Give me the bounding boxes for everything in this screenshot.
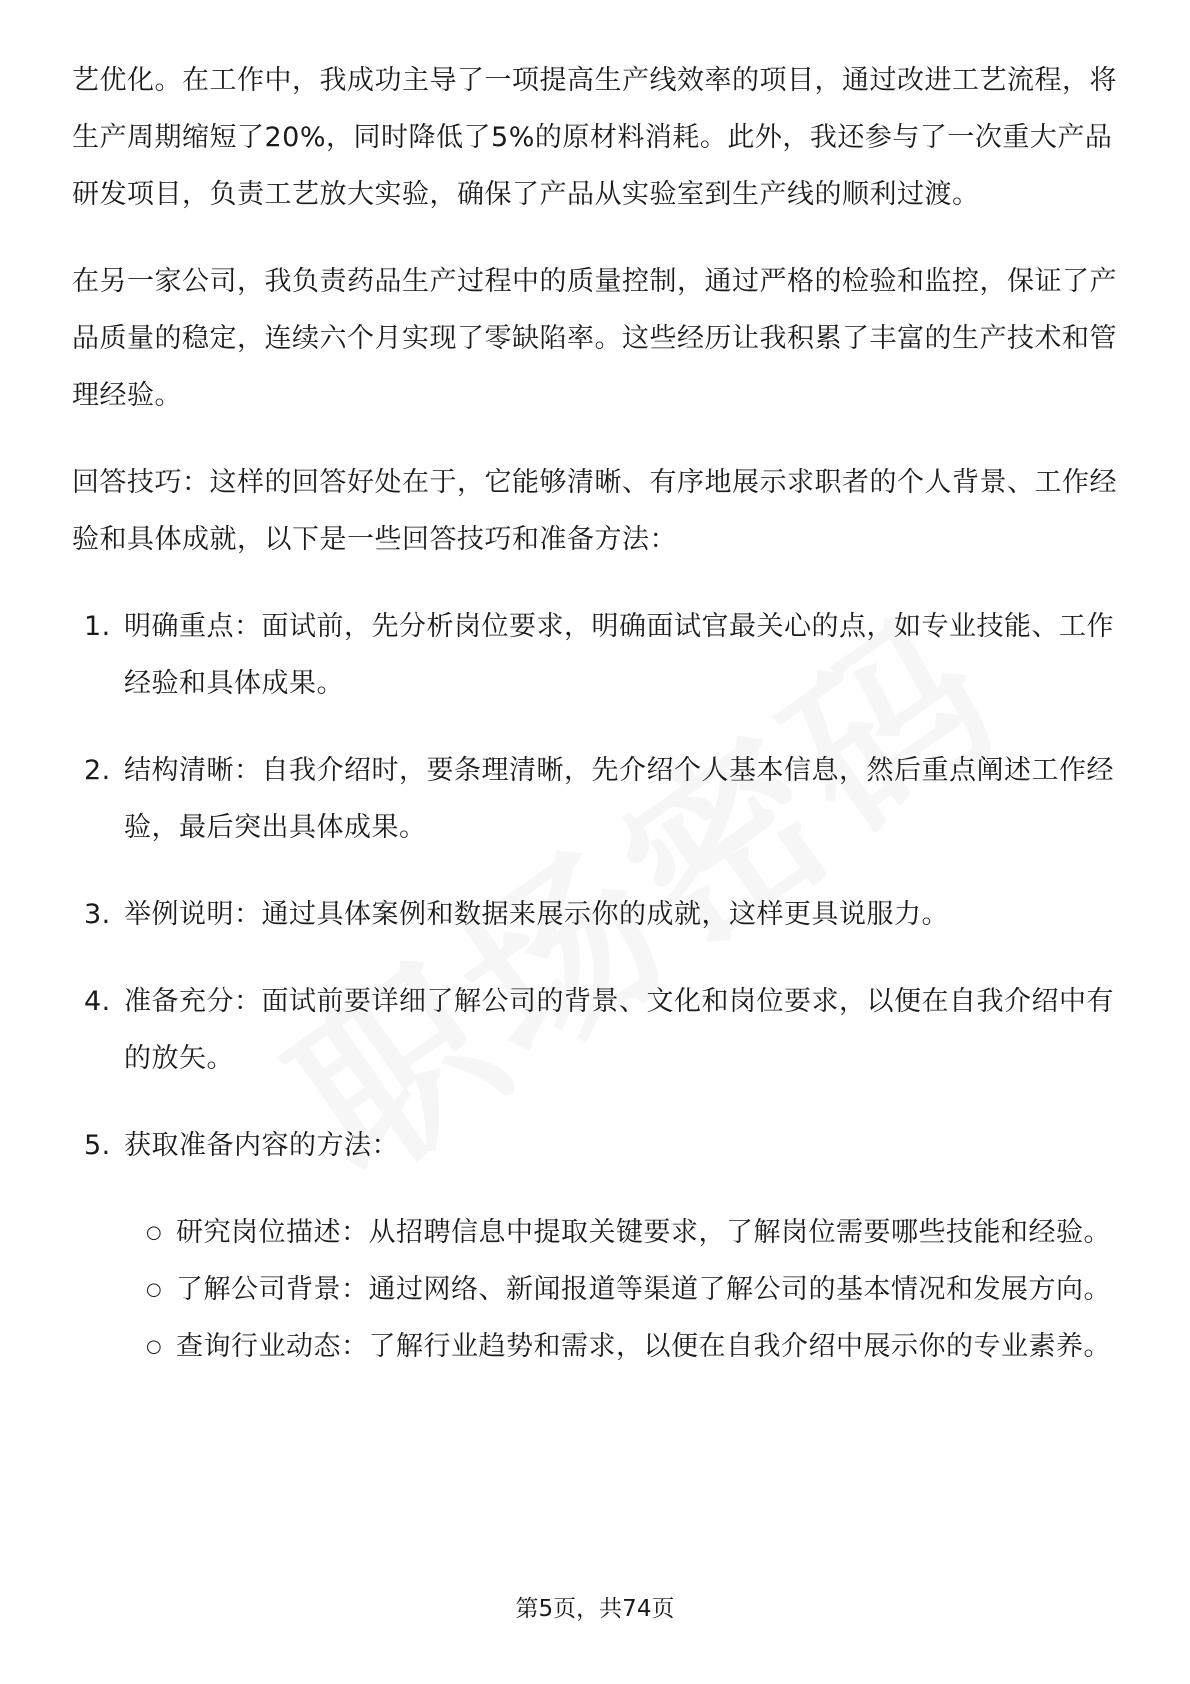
list-number: 1.	[84, 611, 111, 642]
document-body	[72, 52, 1120, 1405]
list-number: 4.	[84, 986, 111, 1017]
sub-list-item-text: 研究岗位描述：从招聘信息中提取关键要求，了解岗位需要哪些技能和经验。	[176, 1217, 1111, 1248]
paragraph-quality-control: 在另一家公司，我负责药品生产过程中的质量控制，通过严格的检验和监控，保证了产品质量的稳定，连续六个月实现了零缺陷率。这些经历让我积累了丰富的生产技术和管理经验。	[72, 266, 1117, 411]
list-number: 3.	[84, 899, 111, 930]
list-item	[72, 886, 1120, 943]
circle-bullet-icon: ○	[146, 1336, 163, 1357]
sub-list-item-text: 查询行业动态：了解行业趋势和需求，以便在自我介绍中展示你的专业素养。	[176, 1331, 1111, 1362]
sub-list-item-text: 了解公司背景：通过网络、新闻报道等渠道了解公司的基本情况和发展方向。	[176, 1274, 1111, 1305]
list-item-text: 结构清晰：自我介绍时，要条理清晰，先介绍个人基本信息，然后重点阐述工作经验，最后突出具体成果。	[124, 755, 1114, 843]
sub-list-item	[124, 1261, 1120, 1318]
methods-list	[124, 1204, 1120, 1375]
sub-list-item	[124, 1204, 1120, 1261]
list-item	[72, 598, 1120, 712]
list-item	[72, 1117, 1120, 1375]
list-item-text: 获取准备内容的方法：	[124, 1130, 399, 1161]
list-item-text: 举例说明：通过具体案例和数据来展示你的成就，这样更具说服力。	[124, 899, 949, 930]
paragraph-answer-tips: 回答技巧：这样的回答好处在于，它能够清晰、有序地展示求职者的个人背景、工作经验和具体成就，以下是一些回答技巧和准备方法：	[72, 467, 1117, 555]
circle-bullet-icon: ○	[146, 1279, 163, 1300]
paragraph-work-experience: 艺优化。在工作中，我成功主导了一项提高生产线效率的项目，通过改进工艺流程，将生产周期缩短了20%，同时降低了5%的原材料消耗。此外，我还参与了一次重大产品研发项目，负责工艺放大实验，确保了产品从实验室到生产线的顺利过渡。	[72, 65, 1117, 210]
page-footer: 第5页，共74页	[515, 1596, 675, 1622]
list-item	[72, 742, 1120, 856]
list-item	[72, 973, 1120, 1087]
sub-list-item	[124, 1318, 1120, 1375]
list-number: 5.	[84, 1130, 111, 1161]
list-item-text: 明确重点：面试前，先分析岗位要求，明确面试官最关心的点，如专业技能、工作经验和具体成果。	[124, 611, 1114, 699]
list-item-text: 准备充分：面试前要详细了解公司的背景、文化和岗位要求，以便在自我介绍中有的放矢。	[124, 986, 1114, 1074]
list-number: 2.	[84, 755, 111, 786]
circle-bullet-icon: ○	[146, 1222, 163, 1243]
tips-list	[72, 598, 1120, 1375]
